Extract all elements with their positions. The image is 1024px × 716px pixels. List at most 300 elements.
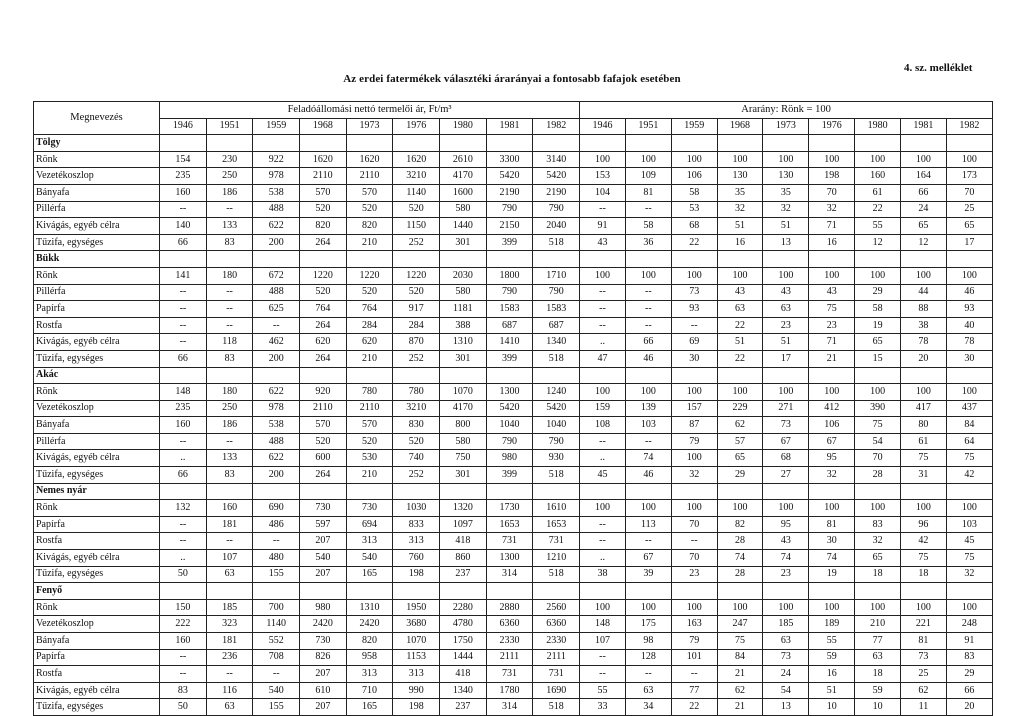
ratio-cell: 91 (946, 633, 992, 650)
ratio-cell: 45 (946, 533, 992, 550)
price-cell: 252 (393, 234, 440, 251)
price-cell: 790 (533, 201, 580, 218)
ratio-cell: 75 (946, 450, 992, 467)
price-cell: 399 (486, 467, 533, 484)
price-cell: 264 (300, 350, 347, 367)
ratio-cell: 23 (763, 317, 809, 334)
price-cell: -- (160, 649, 207, 666)
ratio-cell: -- (671, 317, 717, 334)
year-header-ratios: 1973 (763, 118, 809, 135)
price-cell: 1240 (533, 384, 580, 401)
price-cell: 222 (160, 616, 207, 633)
ratio-cell: 67 (763, 433, 809, 450)
price-cell: 313 (346, 666, 393, 683)
price-cell: 314 (486, 699, 533, 716)
ratio-cell: 106 (809, 417, 855, 434)
price-cell: 185 (206, 599, 253, 616)
ratio-cell: 65 (855, 550, 901, 567)
empty-cell (440, 367, 487, 384)
ratio-cell: 100 (901, 267, 947, 284)
empty-cell (809, 367, 855, 384)
ratio-cell: 74 (809, 550, 855, 567)
row-label: Rönk (34, 599, 160, 616)
empty-cell (440, 251, 487, 268)
empty-cell (253, 583, 300, 600)
empty-cell (486, 251, 533, 268)
empty-cell (809, 483, 855, 500)
year-header-ratios: 1951 (625, 118, 671, 135)
row-label: Papírfa (34, 301, 160, 318)
price-cell: 2880 (486, 599, 533, 616)
ratio-cell: 100 (855, 267, 901, 284)
ratio-cell: 73 (671, 284, 717, 301)
ratio-cell: .. (580, 550, 626, 567)
table-row (34, 433, 993, 450)
empty-cell (160, 583, 207, 600)
empty-cell (946, 583, 992, 600)
price-cell: 1220 (300, 267, 347, 284)
table-row (34, 334, 993, 351)
ratio-cell: 417 (901, 400, 947, 417)
price-cell: -- (160, 516, 207, 533)
section-title: Fenyő (34, 583, 160, 600)
ratio-cell: 103 (625, 417, 671, 434)
ratio-cell: 10 (855, 699, 901, 716)
price-cell: 5420 (486, 400, 533, 417)
ratio-cell: 65 (855, 334, 901, 351)
price-cell: 687 (486, 317, 533, 334)
row-label: Vezetékoszlop (34, 616, 160, 633)
ratio-cell: -- (580, 649, 626, 666)
ratio-cell: 61 (855, 184, 901, 201)
ratio-cell: 95 (809, 450, 855, 467)
price-cell: 1620 (300, 151, 347, 168)
ratio-cell: 58 (625, 218, 671, 235)
price-cell: 50 (160, 699, 207, 716)
ratio-cell: 100 (717, 599, 763, 616)
ratio-cell: 67 (625, 550, 671, 567)
price-cell: 1310 (346, 599, 393, 616)
price-cell: 1150 (393, 218, 440, 235)
row-label: Pillérfa (34, 433, 160, 450)
ratio-cell: 63 (763, 301, 809, 318)
row-label: Bányafa (34, 184, 160, 201)
ratio-cell: 73 (763, 649, 809, 666)
price-cell: 694 (346, 516, 393, 533)
price-cell: 141 (160, 267, 207, 284)
price-cell: 1444 (440, 649, 487, 666)
ratio-cell: 128 (625, 649, 671, 666)
empty-cell (901, 135, 947, 152)
price-cell: 1750 (440, 633, 487, 650)
ratio-cell: 23 (809, 317, 855, 334)
price-cell: 1220 (393, 267, 440, 284)
empty-cell (160, 367, 207, 384)
empty-cell (763, 483, 809, 500)
ratio-cell: 100 (763, 500, 809, 517)
ratio-cell: 68 (671, 218, 717, 235)
ratio-cell: 175 (625, 616, 671, 633)
ratio-cell: 82 (717, 516, 763, 533)
ratio-cell: 16 (809, 234, 855, 251)
ratio-cell: 100 (809, 151, 855, 168)
ratio-cell: 75 (855, 417, 901, 434)
price-cell: 418 (440, 666, 487, 683)
price-cell: 520 (346, 284, 393, 301)
ratio-cell: 100 (625, 267, 671, 284)
price-cell: 1140 (393, 184, 440, 201)
ratio-cell: 17 (946, 234, 992, 251)
ratio-cell: 66 (625, 334, 671, 351)
ratio-cell: 30 (671, 350, 717, 367)
ratio-cell: 22 (717, 350, 763, 367)
empty-cell (901, 483, 947, 500)
empty-cell (580, 251, 626, 268)
ratio-cell: 100 (946, 151, 992, 168)
ratio-cell: 79 (671, 633, 717, 650)
price-cell: 1320 (440, 500, 487, 517)
price-cell: 790 (486, 433, 533, 450)
price-cell: 1210 (533, 550, 580, 567)
price-cell: -- (160, 284, 207, 301)
ratio-cell: 113 (625, 516, 671, 533)
ratio-cell: 100 (580, 384, 626, 401)
ratio-cell: 139 (625, 400, 671, 417)
ratio-cell: -- (625, 201, 671, 218)
ratio-cell: 100 (625, 384, 671, 401)
empty-cell (486, 583, 533, 600)
price-cell: 1780 (486, 682, 533, 699)
price-cell: 180 (206, 384, 253, 401)
ratio-cell: 51 (763, 334, 809, 351)
ratio-cell: 107 (580, 633, 626, 650)
ratio-cell: 160 (855, 168, 901, 185)
ratio-cell: 271 (763, 400, 809, 417)
ratio-cell: 74 (625, 450, 671, 467)
ratio-cell: 101 (671, 649, 717, 666)
empty-cell (946, 483, 992, 500)
price-cell: 1950 (393, 599, 440, 616)
price-cell: 160 (160, 633, 207, 650)
ratio-cell: 16 (809, 666, 855, 683)
ratio-cell: 130 (763, 168, 809, 185)
price-cell: 980 (300, 599, 347, 616)
price-cell: 198 (393, 566, 440, 583)
ratio-cell: -- (625, 301, 671, 318)
ratio-cell: 35 (717, 184, 763, 201)
price-cell: 597 (300, 516, 347, 533)
price-cell: 570 (300, 417, 347, 434)
section-title: Nemes nyár (34, 483, 160, 500)
ratio-cell: 81 (809, 516, 855, 533)
section-header-row (34, 367, 993, 384)
empty-cell (717, 251, 763, 268)
ratio-cell: 148 (580, 616, 626, 633)
price-cell: 740 (393, 450, 440, 467)
ratio-cell: 100 (809, 267, 855, 284)
ratio-cell: 28 (717, 566, 763, 583)
ratio-cell: 100 (763, 384, 809, 401)
ratio-cell: 88 (901, 301, 947, 318)
table-row (34, 649, 993, 666)
price-cell: 6360 (533, 616, 580, 633)
price-cell: 2190 (533, 184, 580, 201)
ratio-cell: -- (671, 666, 717, 683)
ratio-cell: 100 (625, 151, 671, 168)
ratio-cell: 19 (809, 566, 855, 583)
price-cell: 2280 (440, 599, 487, 616)
empty-cell (625, 135, 671, 152)
empty-cell (671, 135, 717, 152)
empty-cell (300, 251, 347, 268)
row-label: Bányafa (34, 633, 160, 650)
ratio-cell: 71 (809, 334, 855, 351)
empty-cell (486, 367, 533, 384)
ratio-cell: 100 (580, 599, 626, 616)
table-row (34, 682, 993, 699)
ratio-cell: -- (580, 284, 626, 301)
price-cell: 520 (393, 284, 440, 301)
row-label: Bányafa (34, 417, 160, 434)
ratio-cell: 55 (809, 633, 855, 650)
ratio-cell: 100 (580, 267, 626, 284)
row-label: Tűzifa, egységes (34, 566, 160, 583)
ratio-cell: 412 (809, 400, 855, 417)
empty-cell (533, 583, 580, 600)
row-label: Papírfa (34, 516, 160, 533)
price-cell: 1690 (533, 682, 580, 699)
table-row (34, 151, 993, 168)
price-cell: 235 (160, 168, 207, 185)
price-cell: -- (206, 317, 253, 334)
empty-cell (346, 251, 393, 268)
row-label: Pillérfa (34, 284, 160, 301)
ratio-cell: 83 (946, 649, 992, 666)
ratio-cell: 29 (855, 284, 901, 301)
ratio-cell: 30 (946, 350, 992, 367)
empty-cell (393, 251, 440, 268)
price-cell: 820 (346, 633, 393, 650)
price-cell: 917 (393, 301, 440, 318)
price-cell: 730 (300, 633, 347, 650)
ratio-cell: 100 (717, 151, 763, 168)
ratio-cell: 21 (809, 350, 855, 367)
ratio-cell: 87 (671, 417, 717, 434)
column-group-prices: Feladóállomási nettó termelői ár, Ft/m³ (160, 102, 580, 119)
ratio-cell: 75 (901, 550, 947, 567)
price-cell: 710 (346, 682, 393, 699)
price-cell: 530 (346, 450, 393, 467)
empty-cell (440, 135, 487, 152)
price-cell: 264 (300, 467, 347, 484)
price-cell: 520 (346, 433, 393, 450)
ratio-cell: 100 (671, 384, 717, 401)
table-row (34, 267, 993, 284)
price-cell: 301 (440, 234, 487, 251)
ratio-cell: 153 (580, 168, 626, 185)
empty-cell (625, 583, 671, 600)
price-cell: 790 (486, 284, 533, 301)
price-cell: 622 (253, 450, 300, 467)
price-cell: -- (253, 317, 300, 334)
price-cell: 870 (393, 334, 440, 351)
ratio-cell: 12 (901, 234, 947, 251)
empty-cell (901, 367, 947, 384)
price-cell: 1097 (440, 516, 487, 533)
price-cell: 1653 (486, 516, 533, 533)
ratio-cell: 91 (580, 218, 626, 235)
ratio-cell: 42 (901, 533, 947, 550)
price-cell: 780 (393, 384, 440, 401)
ratio-cell: 46 (625, 350, 671, 367)
price-cell: 764 (346, 301, 393, 318)
ratio-cell: 95 (763, 516, 809, 533)
price-cell: 3140 (533, 151, 580, 168)
ratio-cell: 65 (946, 218, 992, 235)
ratio-cell: 71 (809, 218, 855, 235)
table-row (34, 533, 993, 550)
price-cell: 107 (206, 550, 253, 567)
price-cell: 313 (393, 666, 440, 683)
ratio-cell: 20 (946, 699, 992, 716)
price-cell: 620 (346, 334, 393, 351)
empty-cell (300, 583, 347, 600)
ratio-cell: 78 (901, 334, 947, 351)
empty-cell (717, 483, 763, 500)
year-header-prices: 1951 (206, 118, 253, 135)
ratio-cell: 62 (901, 682, 947, 699)
price-cell: 399 (486, 234, 533, 251)
ratio-cell: 77 (671, 682, 717, 699)
year-header-prices: 1981 (486, 118, 533, 135)
ratio-cell: 100 (763, 151, 809, 168)
ratio-cell: 21 (717, 699, 763, 716)
price-cell: 133 (206, 218, 253, 235)
price-cell: 552 (253, 633, 300, 650)
empty-cell (206, 367, 253, 384)
ratio-cell: 55 (580, 682, 626, 699)
ratio-cell: 32 (671, 467, 717, 484)
ratio-cell: 22 (717, 317, 763, 334)
price-cell: 518 (533, 350, 580, 367)
empty-cell (160, 251, 207, 268)
ratio-cell: 100 (809, 384, 855, 401)
ratio-cell: -- (580, 666, 626, 683)
column-header-name: Megnevezés (34, 102, 160, 135)
ratio-cell: 42 (946, 467, 992, 484)
price-cell: 580 (440, 201, 487, 218)
price-cell: -- (160, 533, 207, 550)
empty-cell (580, 367, 626, 384)
price-cell: 284 (346, 317, 393, 334)
price-cell: 2040 (533, 218, 580, 235)
ratio-cell: 39 (625, 566, 671, 583)
price-cell: 730 (346, 500, 393, 517)
empty-cell (671, 483, 717, 500)
price-cell: 708 (253, 649, 300, 666)
section-title: Bükk (34, 251, 160, 268)
ratio-cell: 100 (855, 500, 901, 517)
ratio-cell: 70 (671, 550, 717, 567)
price-cell: 570 (346, 417, 393, 434)
ratio-cell: 100 (946, 599, 992, 616)
ratio-cell: 75 (946, 550, 992, 567)
price-cell: 730 (300, 500, 347, 517)
price-cell: 2030 (440, 267, 487, 284)
price-cell: 165 (346, 699, 393, 716)
ratio-cell: 32 (809, 201, 855, 218)
empty-cell (763, 251, 809, 268)
price-cell: 2111 (486, 649, 533, 666)
price-cell: 2110 (300, 400, 347, 417)
price-cell: 50 (160, 566, 207, 583)
price-cell: 520 (300, 433, 347, 450)
table-row (34, 566, 993, 583)
ratio-cell: 18 (855, 666, 901, 683)
ratio-cell: 51 (717, 218, 763, 235)
price-cell: 2110 (346, 400, 393, 417)
table-row (34, 317, 993, 334)
price-cell: 538 (253, 417, 300, 434)
ratio-cell: 84 (946, 417, 992, 434)
ratio-cell: 84 (717, 649, 763, 666)
ratio-cell: 75 (717, 633, 763, 650)
price-cell: 488 (253, 201, 300, 218)
ratio-cell: -- (625, 666, 671, 683)
price-cell: 538 (253, 184, 300, 201)
empty-cell (346, 483, 393, 500)
price-cell: 83 (206, 234, 253, 251)
price-cell: 860 (440, 550, 487, 567)
price-cell: 462 (253, 334, 300, 351)
price-cell: 235 (160, 400, 207, 417)
ratio-cell: 67 (809, 433, 855, 450)
price-cell: 2150 (486, 218, 533, 235)
empty-cell (533, 367, 580, 384)
ratio-cell: 189 (809, 616, 855, 633)
ratio-cell: -- (580, 433, 626, 450)
price-cell: 486 (253, 516, 300, 533)
ratio-cell: 24 (901, 201, 947, 218)
ratio-cell: 100 (580, 500, 626, 517)
price-cell: 2330 (533, 633, 580, 650)
year-header-prices: 1976 (393, 118, 440, 135)
ratio-cell: 80 (901, 417, 947, 434)
price-cell: 63 (206, 566, 253, 583)
price-cell: 520 (300, 201, 347, 218)
row-label: Kivágás, egyéb célra (34, 450, 160, 467)
ratio-cell: 29 (717, 467, 763, 484)
empty-cell (946, 135, 992, 152)
ratio-cell: 64 (946, 433, 992, 450)
empty-cell (809, 583, 855, 600)
ratio-cell: 93 (671, 301, 717, 318)
row-label: Rostfa (34, 317, 160, 334)
ratio-cell: 100 (901, 599, 947, 616)
ratio-cell: 100 (671, 450, 717, 467)
ratio-cell: -- (580, 201, 626, 218)
ratio-cell: 69 (671, 334, 717, 351)
price-cell: 83 (206, 350, 253, 367)
price-cell: 155 (253, 699, 300, 716)
price-cell: 2190 (486, 184, 533, 201)
empty-cell (901, 251, 947, 268)
ratio-cell: 43 (717, 284, 763, 301)
empty-cell (346, 367, 393, 384)
empty-cell (580, 483, 626, 500)
ratio-cell: 73 (901, 649, 947, 666)
ratio-cell: 54 (763, 682, 809, 699)
